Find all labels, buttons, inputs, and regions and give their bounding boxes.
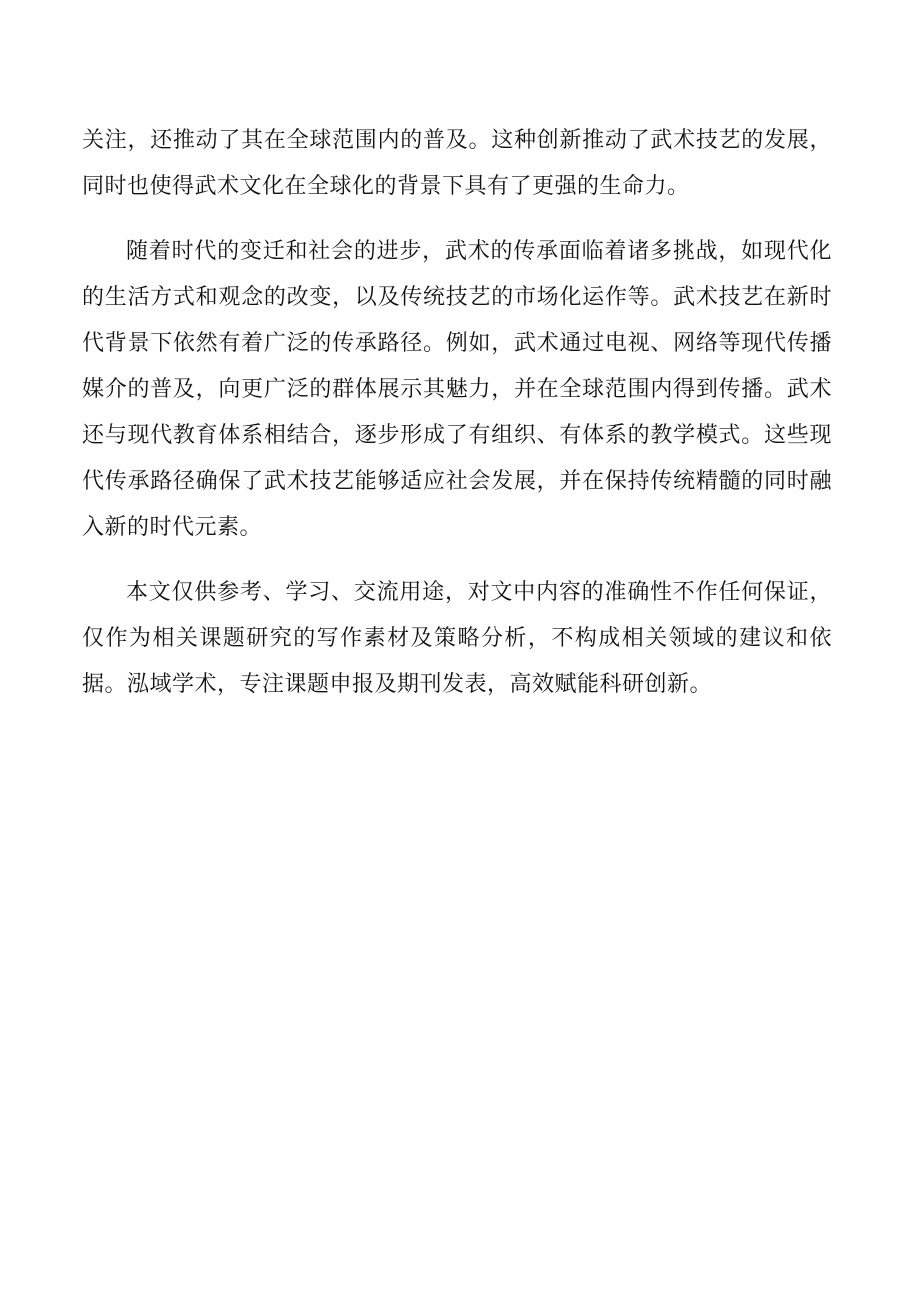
paragraph-disclaimer: 本文仅供参考、学习、交流用途，对文中内容的准确性不作任何保证，仅作为相关课题研究的写作素材及策略分析，不构成相关领域的建议和依据。泓域学术，专注课题申报及期刊发表，高效赋能科研创新。 <box>82 580 832 697</box>
paragraph-continuation: 关注，还推动了其在全球范围内的普及。这种创新推动了武术技艺的发展，同时也使得武术文化在全球化的背景下具有了更强的生命力。 <box>82 128 832 199</box>
paragraph-martial-arts-inheritance: 随着时代的变迁和社会的进步，武术的传承面临着诸多挑战，如现代化的生活方式和观念的改变，以及传统技艺的市场化运作等。武术技艺在新时代背景下依然有着广泛的传承路径。例如，武术通过电视、网络等现代传播媒介的普及，向更广泛的群体展示其魅力，并在全球范围内得到传播。武术还与现代教育体系相结合，逐步形成了有组织、有体系的教学模式。这些现代传承路径确保了武术技艺能够适应社会发展，并在保持传统精髓的同时融入新的时代元素。 <box>82 239 832 540</box>
document-body <box>82 118 832 727</box>
